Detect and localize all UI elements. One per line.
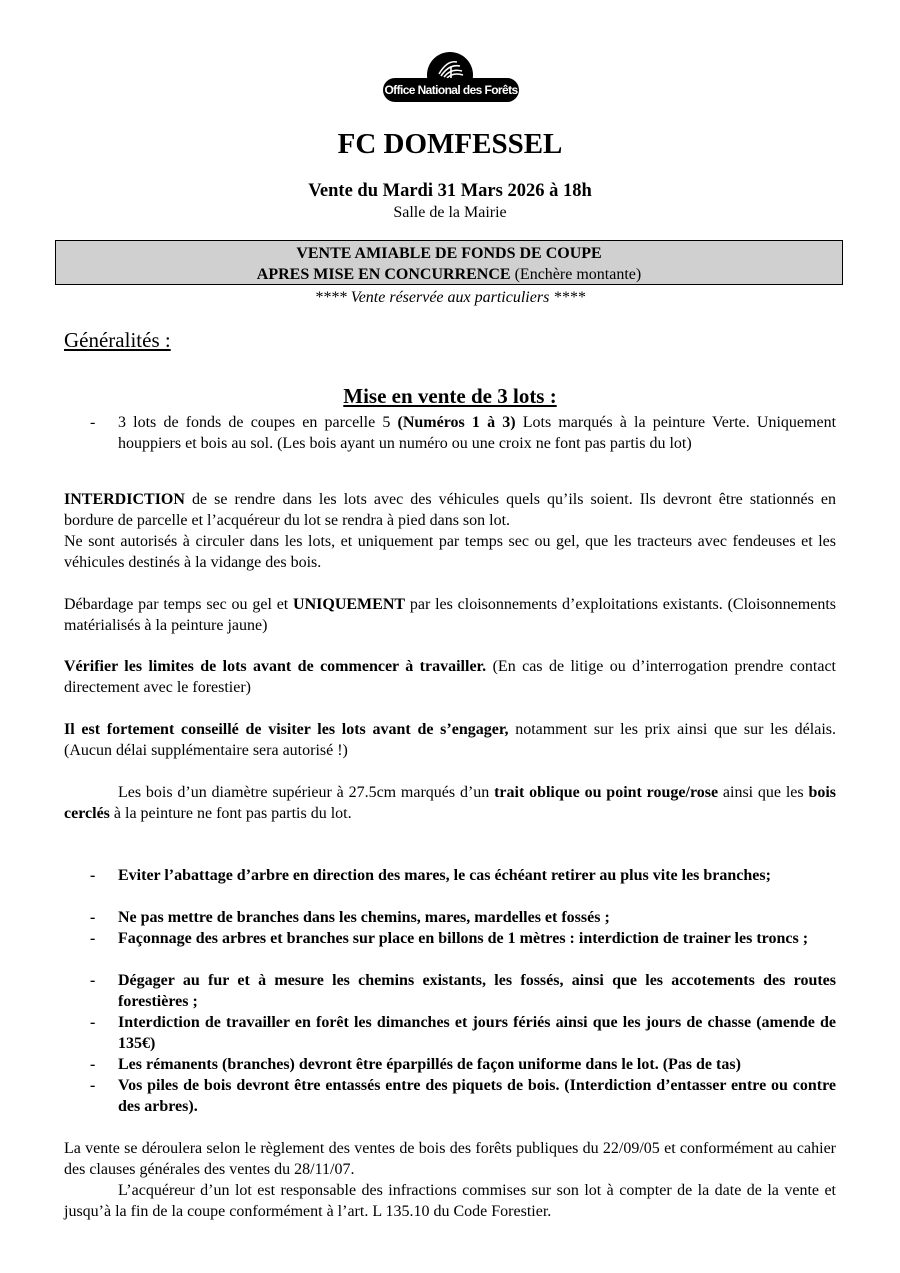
sale-place: Salle de la Mairie [393,204,507,221]
reglement-paragraph: La vente se déroulera selon le règlement des ventes de bois des forêts publiques du 22/09/05 et conformément au cahier des clauses générales des ventes du 28/11/07. [64,1140,836,1178]
interdiction-paragraph: INTERDICTION de se rendre dans les lots avec des véhicules quels qu’ils soient. Ils devront être stationnés en bordure de parcelle et l’acquéreur du lot se rendra à pied dans son lot. [64,491,836,529]
logo-text: Office National des Forêts [383,78,519,102]
list-dash: - [90,1014,96,1031]
list-dash: - [90,867,96,884]
sale-type-box [55,240,843,285]
page-title: FC DOMFESSEL [337,128,563,160]
list-dash: - [90,414,96,431]
verifier-paragraph: Vérifier les limites de lots avant de commencer à travailler. (En cas de litige ou d’interrogation prendre contact directement avec le forestier) [64,658,837,696]
diametre-paragraph: Les bois d’un diamètre supérieur à 27.5cm marqués d’un trait oblique ou point rouge/rose ainsi que les bois cerclés à la peinture ne font pas partis du lot. [64,784,837,822]
onf-logo [383,52,519,104]
list-dash: - [90,909,96,926]
sale-type-line2: APRES MISE EN CONCURRENCE (Enchère montante) [256,266,642,283]
mise-en-vente-heading: Mise en vente de 3 lots : [343,384,557,408]
list-dash: - [90,972,96,989]
lots-description: 3 lots de fonds de coupes en parcelle 5 (Numéros 1 à 3) Lots marqués à la peinture Verte. Uniquement houppiers et bois au sol. (Les bois ayant un numéro ou une croix ne font pas partis du lot) [118,414,837,452]
list-dash: - [90,1077,96,1094]
sale-type-line1: VENTE AMIABLE DE FONDS DE COUPE [296,245,602,262]
responsabilite-paragraph: L’acquéreur d’un lot est responsable des infractions commises sur son lot à compter de la date de la vente et jusqu’à la fin de la coupe conformément à l’art. L 135.10 du Code Forestier. [64,1182,836,1220]
debardage-paragraph: Débardage par temps sec ou gel et UNIQUEMENT par les cloisonnements d’exploitations existants. (Cloisonnements matérialisés à la peinture jaune) [64,596,836,634]
list-dash: - [90,930,96,947]
conseil-paragraph: Il est fortement conseillé de visiter les lots avant de s’engager, notamment sur les prix ainsi que sur les délais. (Aucun délai supplémentaire sera autorisé !) [64,721,836,759]
list-dash: - [90,1056,96,1073]
sale-date: Vente du Mardi 31 Mars 2026 à 18h [308,181,592,201]
reserved-notice: **** Vente réservée aux particuliers **** [314,289,586,306]
circulation-paragraph: Ne sont autorisés à circuler dans les lots, et uniquement par temps sec ou gel, que les tracteurs avec fendeuses et les véhicules destinés à la vidange des bois. [64,533,836,571]
generalites-heading: Généralités : [64,328,171,352]
